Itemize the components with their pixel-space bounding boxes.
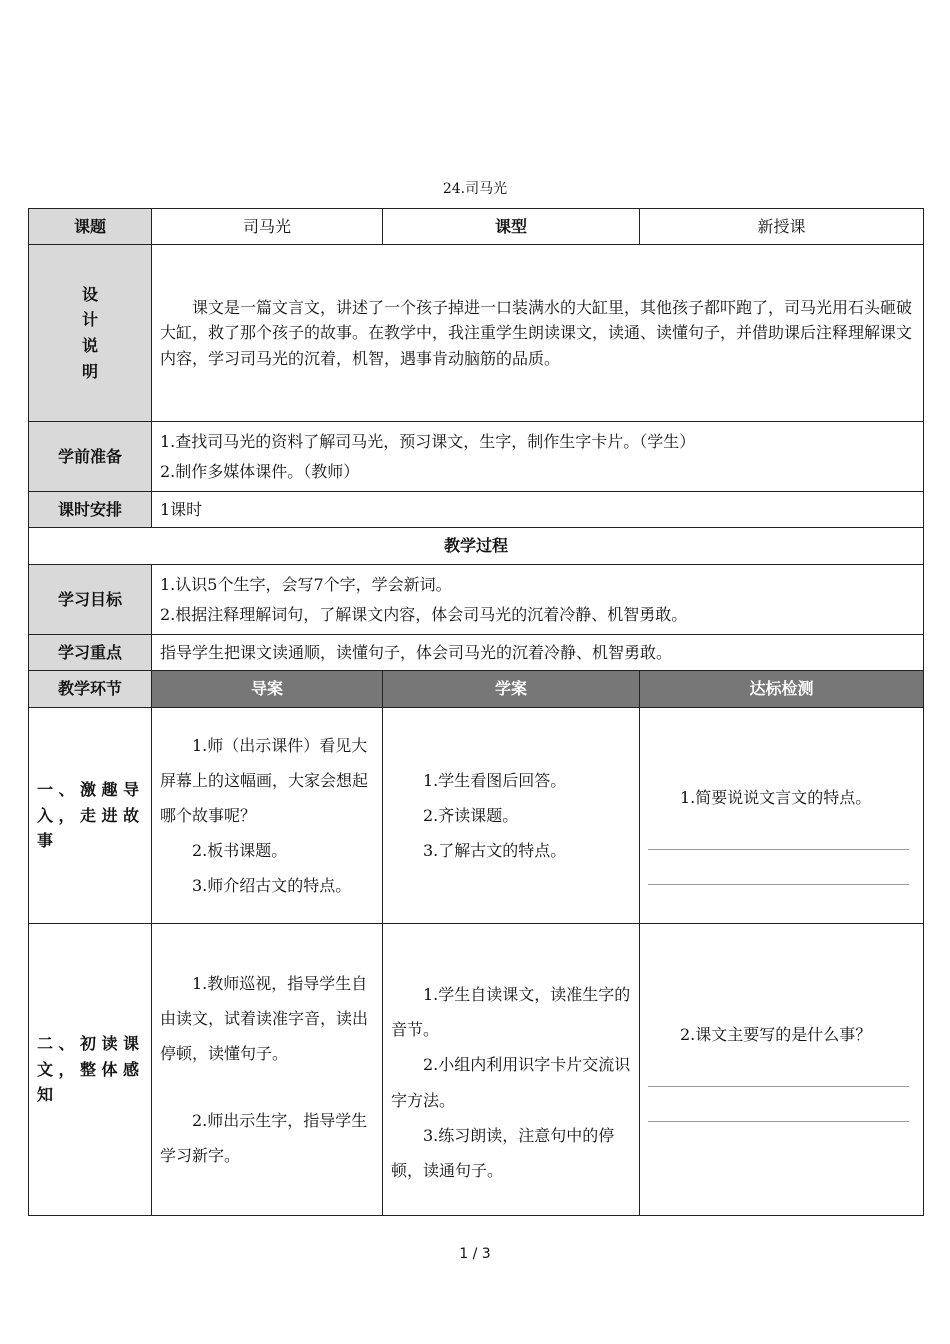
page-number: 1 / 3 <box>459 1246 491 1262</box>
topic-value: 司马光 <box>152 209 383 245</box>
prep-row <box>29 422 924 492</box>
check-cell <box>640 708 924 924</box>
guide-item: 3.师介绍古文的特点。 <box>192 876 352 896</box>
design-text: 课文是一篇文言文，讲述了一个孩子掉进一口装满水的大缸里，其他孩子都吓跑了，司马光用石头砸破大缸，救了那个孩子的故事。在教学中，我注重学生朗读课文，读通、读懂句子，并借助课后注释理解课文内容，学习司马光的沉着，机智，遇事肯动脑筋的品质。 <box>160 297 913 368</box>
study-item: 1.学生自读课文，读准生字的音节。 <box>391 984 631 1040</box>
column-study: 学案 <box>383 671 640 708</box>
goal-item: 2.根据注释理解词句，了解课文内容，体会司马光的沉着冷静、机智勇敢。 <box>160 604 688 624</box>
design-label-char: 设 <box>81 284 98 304</box>
design-label-char: 明 <box>81 361 98 381</box>
step-row-1 <box>29 708 924 924</box>
lesson-plan-table <box>28 208 924 1216</box>
schedule-label: 课时安排 <box>29 492 152 528</box>
guide-item: 1.师（出示课件）看见大屏幕上的这幅画，大家会想起哪个故事呢？ <box>160 735 369 825</box>
goals-cell <box>152 565 924 635</box>
guide-cell <box>152 924 383 1216</box>
design-text-cell <box>152 245 924 422</box>
prep-cell <box>152 422 924 492</box>
type-label: 课型 <box>383 209 640 245</box>
study-item: 3.练习朗读，注意句中的停顿，读通句子。 <box>391 1125 615 1180</box>
goal-item: 1.认识5个生字，会写7个字，学会新词。 <box>160 574 452 594</box>
prep-label: 学前准备 <box>29 422 152 492</box>
step-name: 二、初读课文，整体感知 <box>29 924 152 1216</box>
goals-row <box>29 565 924 635</box>
focus-value: 指导学生把课文读通顺，读懂句子，体会司马光的沉着冷静、机智勇敢。 <box>152 635 924 671</box>
check-cell <box>640 924 924 1216</box>
design-label-char: 说 <box>81 336 98 355</box>
guide-item: 1.教师巡视，指导学生自由读文，试着读准字音，读出停顿，读懂句子。 <box>160 973 369 1063</box>
study-item: 2.小组内利用识字卡片交流识字方法。 <box>391 1055 631 1110</box>
study-item: 2.齐读课题。 <box>423 805 519 825</box>
design-row <box>29 245 924 422</box>
guide-item: 2.板书课题。 <box>192 841 288 861</box>
column-guide: 导案 <box>152 671 383 708</box>
study-cell <box>383 708 640 924</box>
answer-line[interactable] <box>648 1052 909 1087</box>
columns-header-row <box>29 671 924 708</box>
topic-label: 课题 <box>29 209 152 245</box>
schedule-row <box>29 492 924 528</box>
focus-label: 学习重点 <box>29 635 152 671</box>
process-title: 教学过程 <box>29 528 924 565</box>
header-row <box>29 209 924 245</box>
step-row-2 <box>29 924 924 1216</box>
study-item: 1.学生看图后回答。 <box>423 770 567 790</box>
study-cell <box>383 924 640 1216</box>
check-question: 2.课文主要写的是什么事？ <box>680 1024 872 1044</box>
schedule-value: 1课时 <box>152 492 924 528</box>
goals-label: 学习目标 <box>29 565 152 635</box>
guide-cell <box>152 708 383 924</box>
answer-line[interactable] <box>648 1087 909 1122</box>
document-title: 24.司马光 <box>442 181 508 197</box>
check-question: 1.简要说说文言文的特点。 <box>680 787 872 807</box>
design-label <box>29 245 152 422</box>
step-name: 一、激趣导入，走进故事 <box>29 708 152 924</box>
process-title-row <box>29 528 924 565</box>
type-value: 新授课 <box>640 209 924 245</box>
column-step: 教学环节 <box>29 671 152 708</box>
answer-line[interactable] <box>648 815 909 850</box>
prep-item: 2.制作多媒体课件。（教师） <box>160 461 360 481</box>
study-item: 3.了解古文的特点。 <box>423 841 567 861</box>
guide-item: 2.师出示生字，指导学生学习新字。 <box>160 1111 368 1166</box>
prep-item: 1.查找司马光的资料了解司马光，预习课文，生字，制作生字卡片。（学生） <box>160 431 696 451</box>
focus-row <box>29 635 924 671</box>
design-label-char: 计 <box>81 310 98 330</box>
column-check: 达标检测 <box>640 671 924 708</box>
answer-line[interactable] <box>648 850 909 885</box>
